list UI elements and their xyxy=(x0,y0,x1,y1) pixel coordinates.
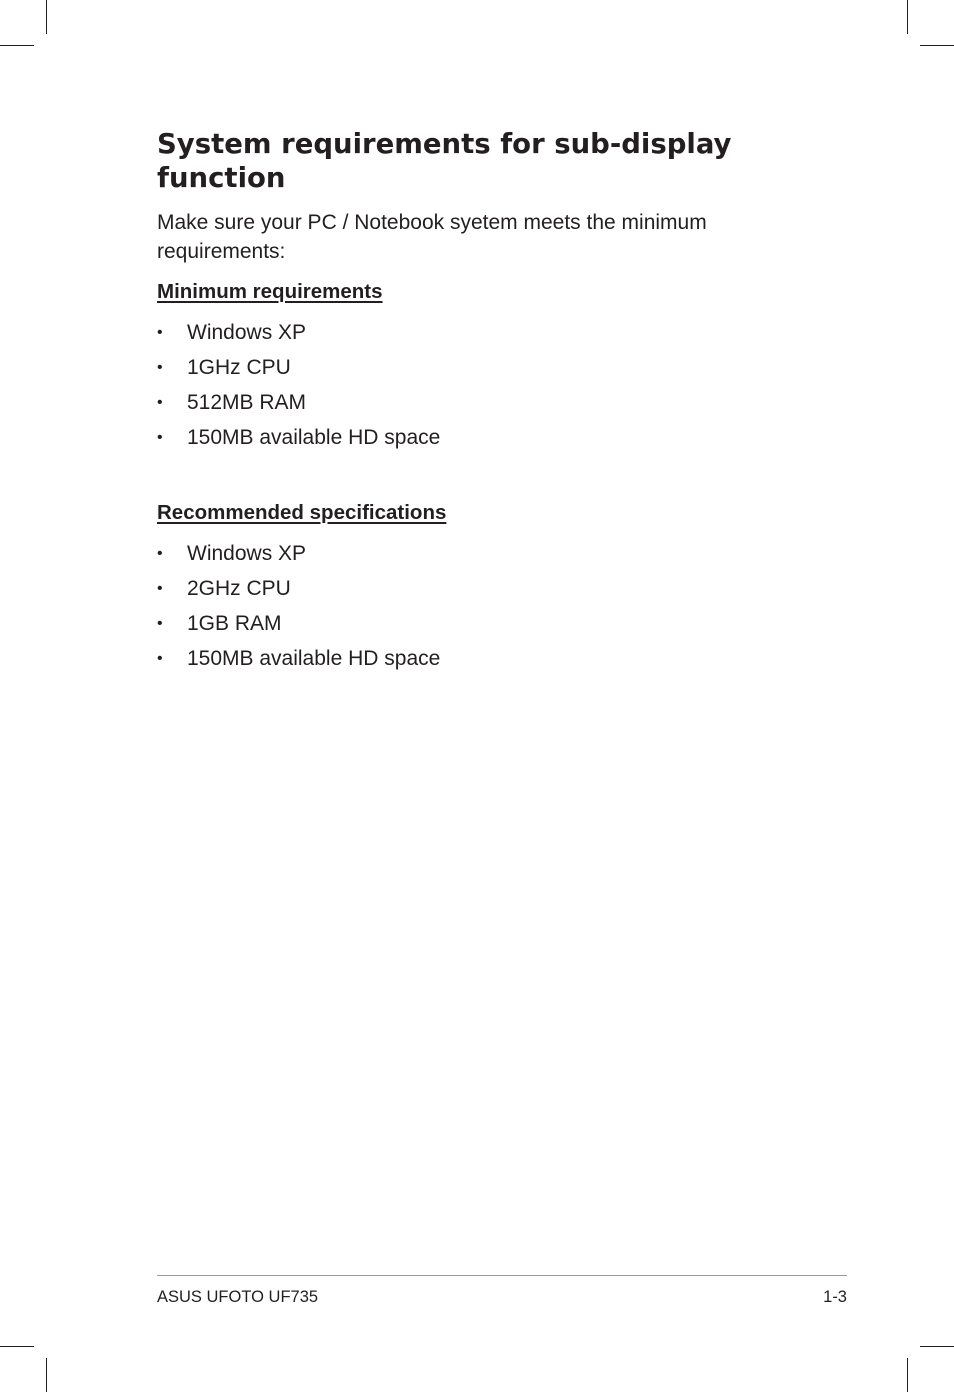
crop-mark-top-left-vertical xyxy=(46,0,47,34)
list-item xyxy=(157,390,440,425)
crop-mark-bottom-left-vertical xyxy=(46,1358,47,1392)
crop-mark-bottom-left-horizontal xyxy=(0,1346,34,1347)
minimum-requirements-heading: Minimum requirements xyxy=(157,280,383,303)
crop-mark-top-left-horizontal xyxy=(0,45,34,46)
bullet-icon: • xyxy=(157,580,163,597)
list-item xyxy=(157,425,440,460)
list-item-text: 2GHz CPU xyxy=(187,577,291,600)
bullet-icon: • xyxy=(157,359,163,376)
crop-mark-top-right-horizontal xyxy=(920,45,954,46)
footer-product-name: ASUS UFOTO UF735 xyxy=(157,1288,319,1306)
page-title: System requirements for sub-display function xyxy=(157,128,732,194)
bullet-icon: • xyxy=(157,429,163,446)
list-item-text: 1GB RAM xyxy=(187,612,282,635)
recommended-specifications-list xyxy=(157,541,440,681)
intro-paragraph: Make sure your PC / Notebook syetem meets the minimum requirements: xyxy=(157,211,707,263)
list-item xyxy=(157,355,440,390)
list-item-text: Windows XP xyxy=(187,321,307,344)
crop-mark-bottom-right-horizontal xyxy=(920,1346,954,1347)
bullet-icon: • xyxy=(157,545,163,562)
bullet-icon: • xyxy=(157,615,163,632)
list-item xyxy=(157,646,440,681)
crop-mark-bottom-right-vertical xyxy=(907,1358,908,1392)
bullet-icon: • xyxy=(157,394,163,411)
list-item-text: 150MB available HD space xyxy=(187,647,441,670)
list-item xyxy=(157,576,440,611)
bullet-icon: • xyxy=(157,650,163,667)
list-item xyxy=(157,541,440,576)
list-item-text: 512MB RAM xyxy=(187,391,307,414)
list-item-text: 150MB available HD space xyxy=(187,426,441,449)
recommended-specifications-heading: Recommended specifications xyxy=(157,501,447,524)
list-item-text: 1GHz CPU xyxy=(187,356,291,379)
crop-mark-top-right-vertical xyxy=(907,0,908,34)
list-item xyxy=(157,320,440,355)
minimum-requirements-list xyxy=(157,320,440,460)
footer-page-number: 1-3 xyxy=(823,1288,847,1306)
bullet-icon: • xyxy=(157,324,163,341)
list-item-text: Windows XP xyxy=(187,542,307,565)
footer-divider xyxy=(157,1275,847,1276)
list-item xyxy=(157,611,440,646)
